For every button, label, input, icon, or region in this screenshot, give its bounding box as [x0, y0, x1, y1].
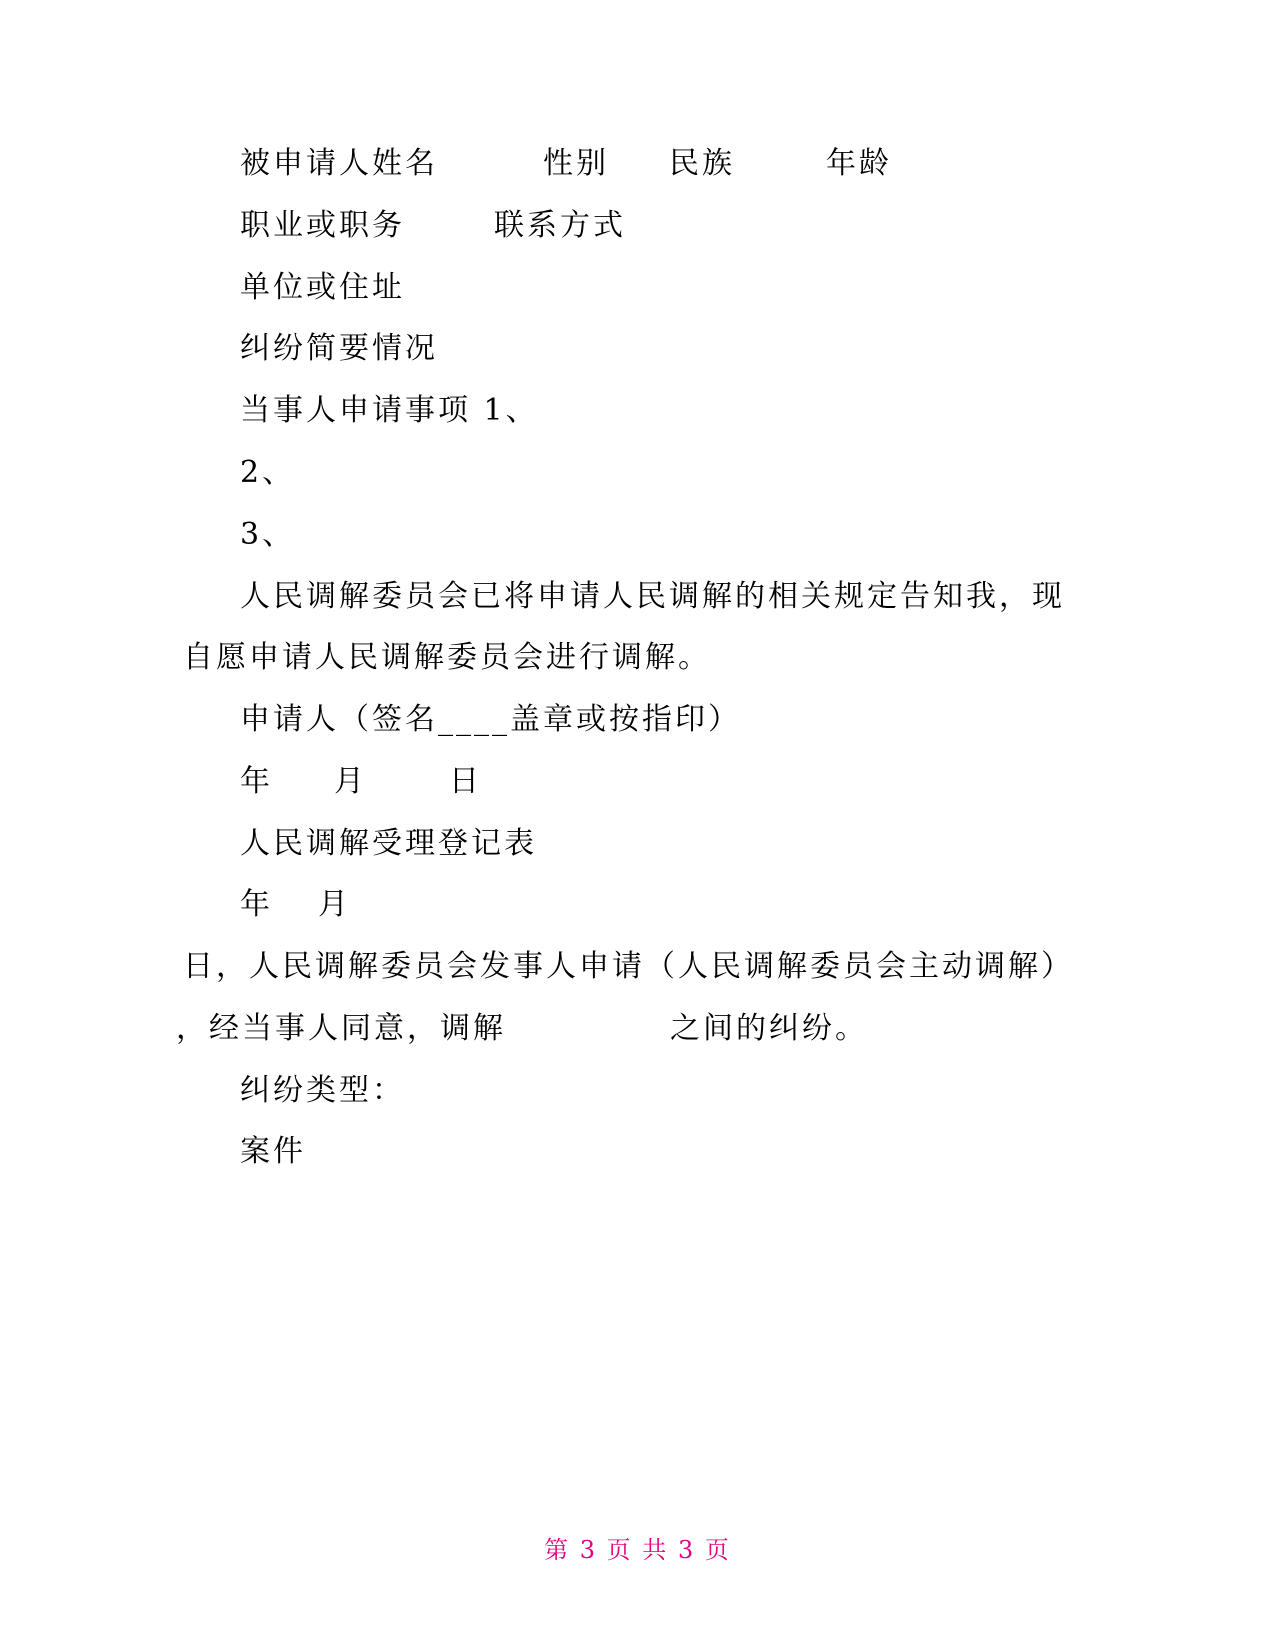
address-label: 单位或住址 [240, 270, 405, 305]
application-item-2: 2、 [240, 455, 296, 490]
date-row-2 [0, 885, 1275, 925]
contact-label: 联系方式 [494, 208, 626, 243]
case-label: 案件 [240, 1134, 306, 1169]
registration-text-part-1: ，经当事人同意，调解 [176, 1011, 506, 1046]
occupation-label: 职业或职务 [240, 208, 405, 243]
statement-line-2: 自愿申请人民调解委员会进行调解。 [183, 640, 711, 675]
date-month-label: 月 [334, 764, 367, 799]
occupation-contact-row [0, 206, 1275, 246]
date-month-label-2: 月 [318, 887, 351, 922]
respondent-name-label: 被申请人姓名 [240, 146, 438, 181]
date-day-label: 日 [449, 764, 482, 799]
date-row-1 [0, 762, 1275, 802]
ethnicity-label: 民族 [669, 146, 735, 181]
date-year-label: 年 [240, 764, 273, 799]
dispute-type-label: 纠纷类型： [240, 1073, 405, 1108]
statement-line-1: 人民调解委员会已将申请人民调解的相关规定告知我，现 [240, 579, 1065, 614]
registration-text-part-2: 之间的纠纷。 [670, 1011, 868, 1046]
registration-title: 人民调解受理登记表 [240, 826, 537, 861]
dispute-summary-label: 纠纷简要情况 [240, 331, 438, 366]
page-indicator: 第 3 页 共 3 页 [544, 1536, 731, 1564]
registration-text-line-2 [0, 1009, 1275, 1049]
gender-label: 性别 [543, 146, 609, 181]
respondent-info-row [0, 144, 1275, 184]
date-year-label-2: 年 [240, 887, 273, 922]
signature-line: 申请人（签名____盖章或按指印） [240, 702, 741, 737]
age-label: 年龄 [826, 146, 892, 181]
application-items-label: 当事人申请事项 1、 [240, 393, 539, 428]
registration-text-line-1: 日，人民调解委员会发事人申请（人民调解委员会主动调解） [183, 949, 1074, 984]
application-item-3: 3、 [240, 517, 296, 552]
